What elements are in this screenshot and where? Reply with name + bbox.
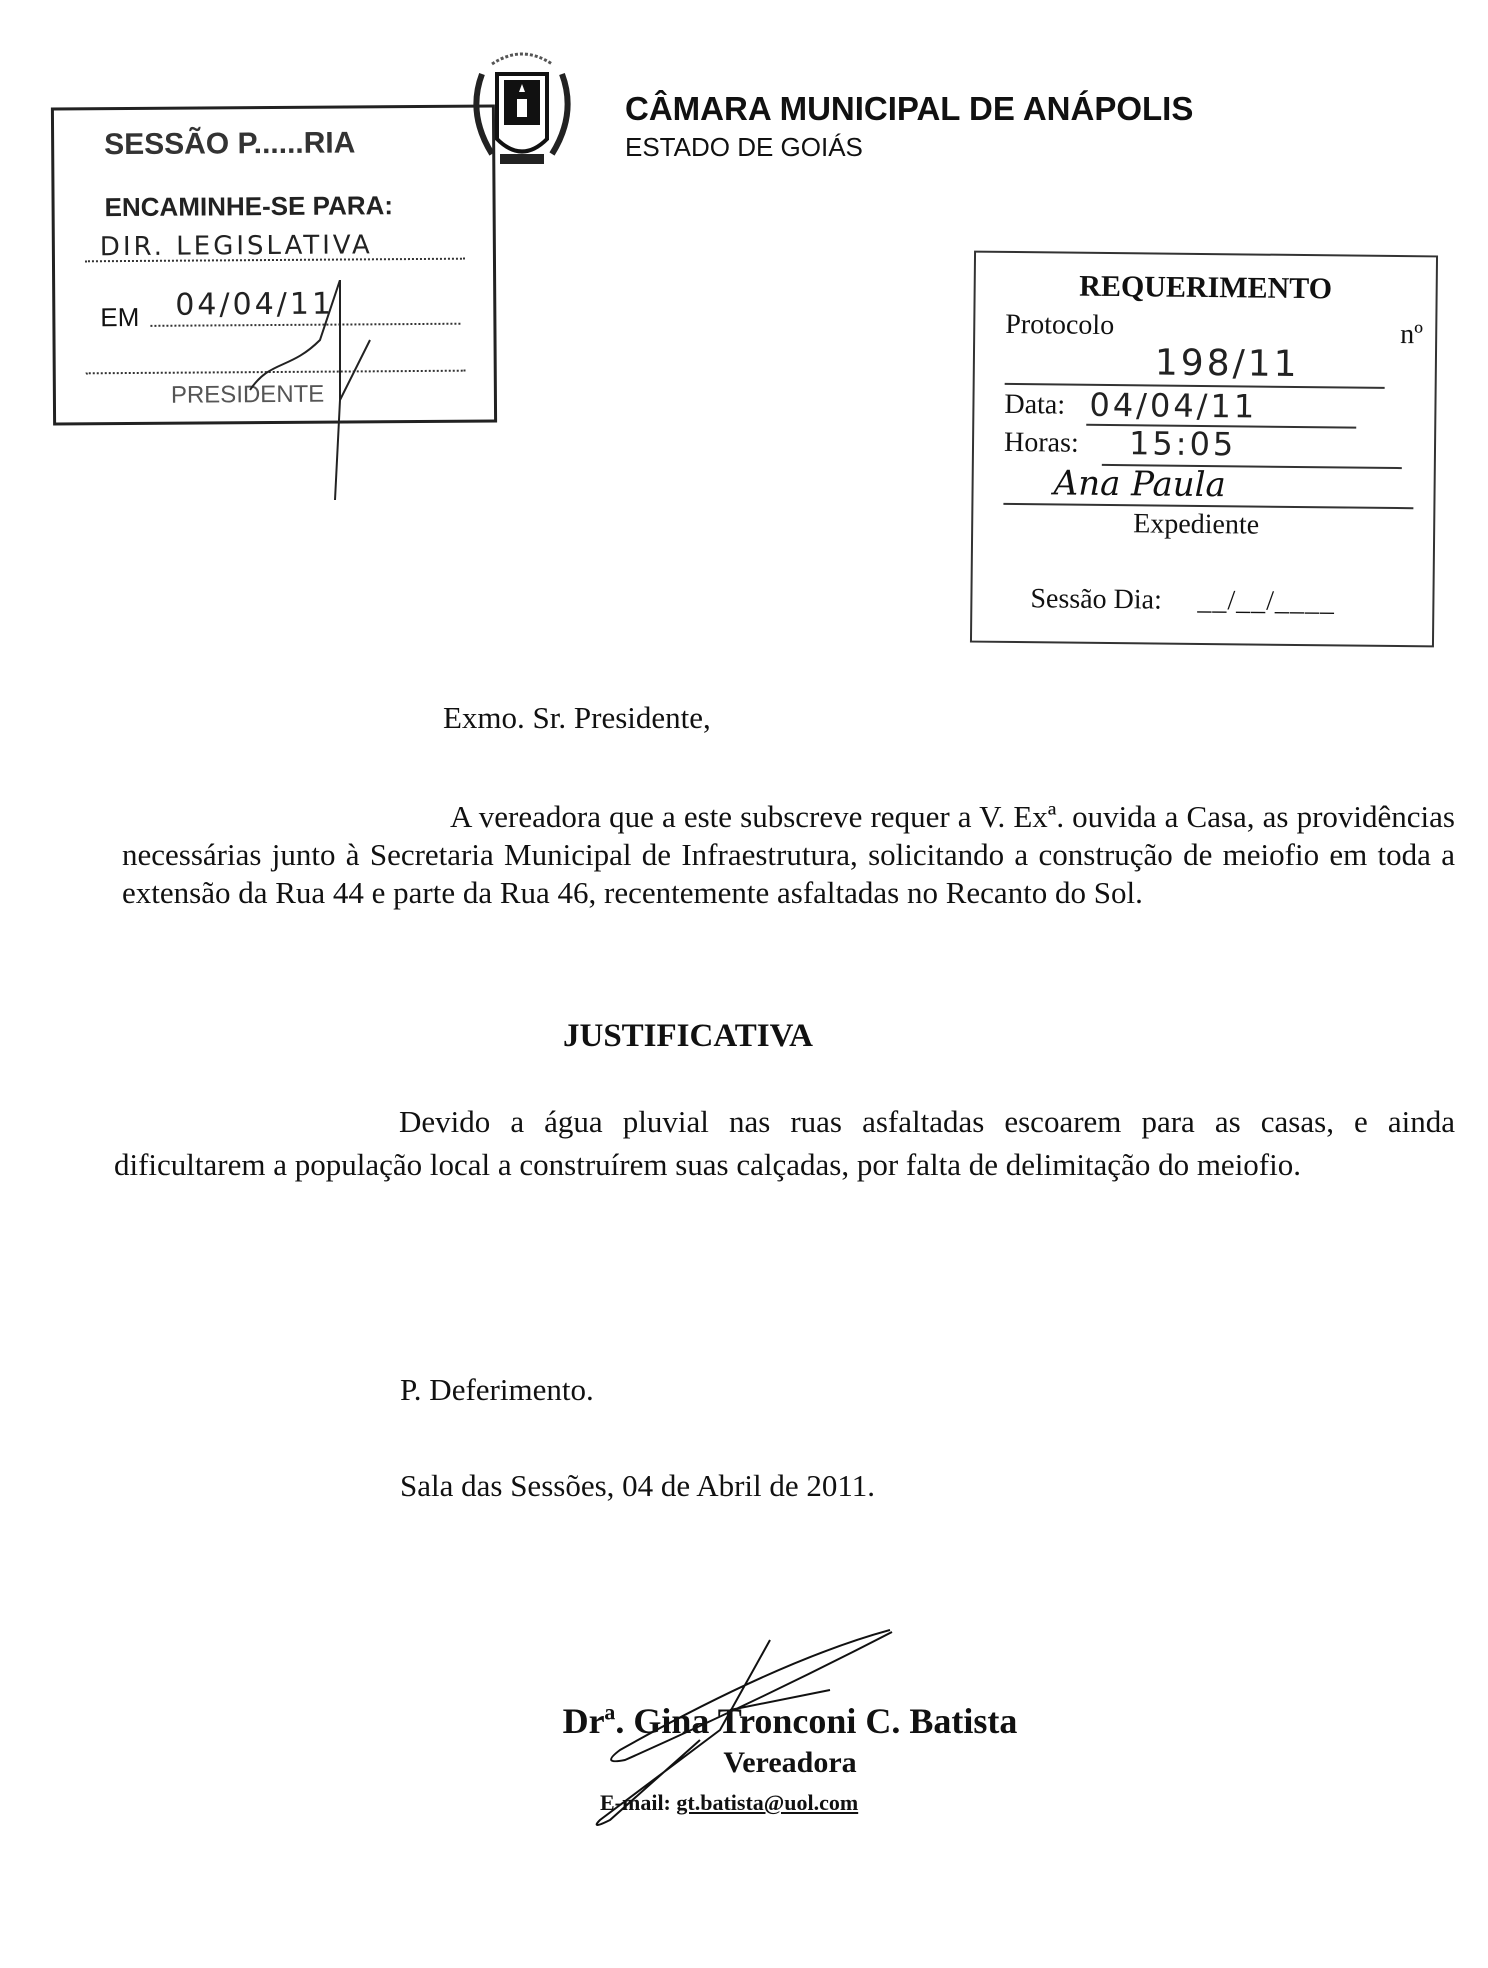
coat-of-arms-logo [462, 44, 582, 184]
number-label: nº [1400, 319, 1424, 351]
signer-role: Vereadora [723, 1746, 857, 1779]
date-value: 04/04/11 [1089, 385, 1258, 426]
place-date: Sala das Sessões, 04 de Abril de 2011. [400, 1468, 875, 1503]
salutation: Exmo. Sr. Presidente, [443, 700, 711, 735]
signer-name: Drª. Gina Tronconi C. Batista [562, 1701, 1018, 1741]
protocol-box [970, 251, 1438, 648]
email-label: E-mail: [600, 1790, 671, 1815]
request-paragraph: A vereadora que a este subscreve requer a V. Exª. ouvida a Casa, as providências necessárias junto à Secretaria Municipal de Infraestrutura, solicitando a construção de meiofio em toda a extensão da Rua 44 e parte da Rua 46, recentemente asfaltadas no Recanto do Sol. [122, 799, 1455, 910]
date-label: Data: [1004, 388, 1066, 421]
protocol-box-title: REQUERIMENTO [1079, 269, 1333, 306]
session-label: Sessão Dia: [1030, 583, 1163, 616]
stamp-signer-label: PRESIDENTE [170, 380, 325, 409]
institution-subtitle: ESTADO DE GOIÁS [625, 132, 863, 162]
president-signature [230, 280, 380, 510]
stamp-forward-label: ENCAMINHE-SE PARA: [104, 190, 394, 223]
time-label: Horas: [1003, 426, 1079, 459]
email-line [600, 1790, 858, 1816]
protocol-value: 198/11 [1154, 342, 1300, 385]
clerk-signature: Ana Paula [1053, 463, 1227, 506]
email-link[interactable]: gt.batista@uol.com [676, 1790, 859, 1815]
stamp-title: SESSÃO P......RIA [104, 126, 356, 162]
time-value: 15:05 [1128, 424, 1237, 464]
session-value: __/__/____ [1197, 584, 1336, 618]
stamp-date-value: 04/04/11 [175, 286, 335, 323]
institution-title: CÂMARA MUNICIPAL DE ANÁPOLIS [625, 90, 1194, 127]
protocol-label: Protocolo [1005, 308, 1115, 342]
justification-paragraph: Devido a água pluvial nas ruas asfaltadas escoarem para as casas, e ainda dificultarem a população local a construírem suas calçadas, por falta de delimitação do meiofio. [114, 1104, 1455, 1182]
justification-heading: JUSTIFICATIVA [562, 1018, 813, 1054]
stamp-date-label: EM [100, 301, 140, 333]
stamp-forward-value: DIR. LEGISLATIVA [99, 230, 373, 263]
role-label: Expediente [1133, 508, 1260, 541]
closing: P. Deferimento. [400, 1372, 594, 1407]
